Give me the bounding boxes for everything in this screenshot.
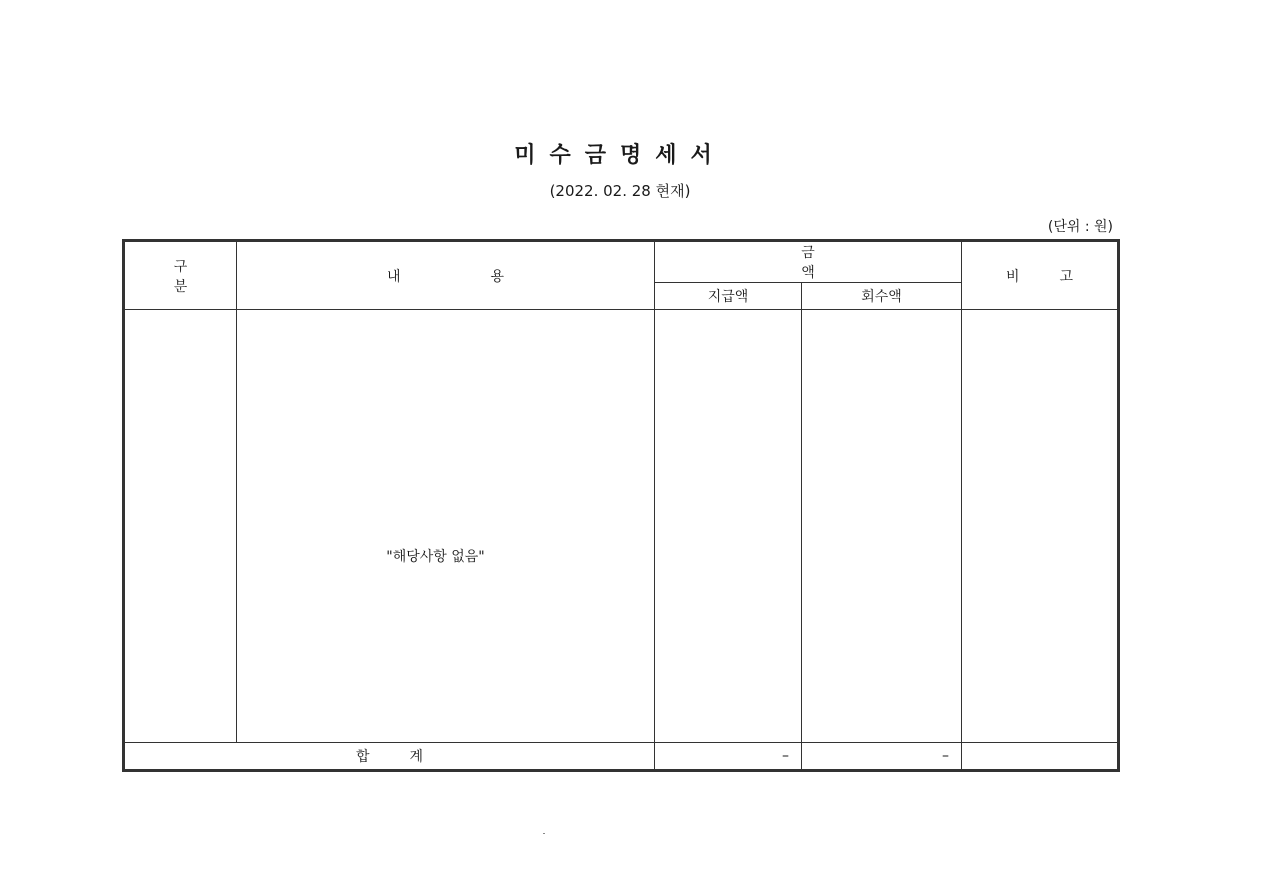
total-label-cell (124, 743, 655, 771)
cell-category (124, 310, 237, 743)
cell-collected (802, 310, 962, 743)
header-collected: 회수액 (802, 283, 962, 310)
total-collected-cell (802, 743, 962, 771)
header-category-label: 구분 (173, 258, 228, 295)
unit-label: (단위 : 원) (1047, 219, 1113, 235)
header-paid: 지급액 (655, 283, 802, 310)
total-paid: – (782, 748, 789, 764)
total-row (124, 743, 1119, 771)
header-content-label: 내용 (386, 268, 595, 285)
header-remarks (962, 241, 1119, 310)
cell-paid (655, 310, 802, 743)
header-category (124, 241, 237, 310)
total-collected: – (942, 748, 949, 764)
document-date: (2022. 02. 28 현재) (549, 182, 691, 200)
header-amount-label: 금액 (801, 245, 945, 281)
cell-content (237, 310, 655, 743)
total-paid-cell (655, 743, 802, 771)
header-content (237, 241, 655, 310)
scan-speck (543, 833, 545, 834)
no-items-notice: "해당사항 없음" (386, 549, 485, 565)
total-remarks (962, 743, 1119, 771)
header-remarks-label: 비고 (1005, 268, 1114, 285)
header-row (124, 241, 1119, 283)
total-label: 합계 (355, 749, 464, 765)
cell-remarks (962, 310, 1119, 743)
header-amount (655, 241, 962, 283)
table-row (124, 310, 1119, 743)
receivables-table (122, 239, 1120, 772)
document-title: 미수금명세서 (514, 143, 726, 168)
